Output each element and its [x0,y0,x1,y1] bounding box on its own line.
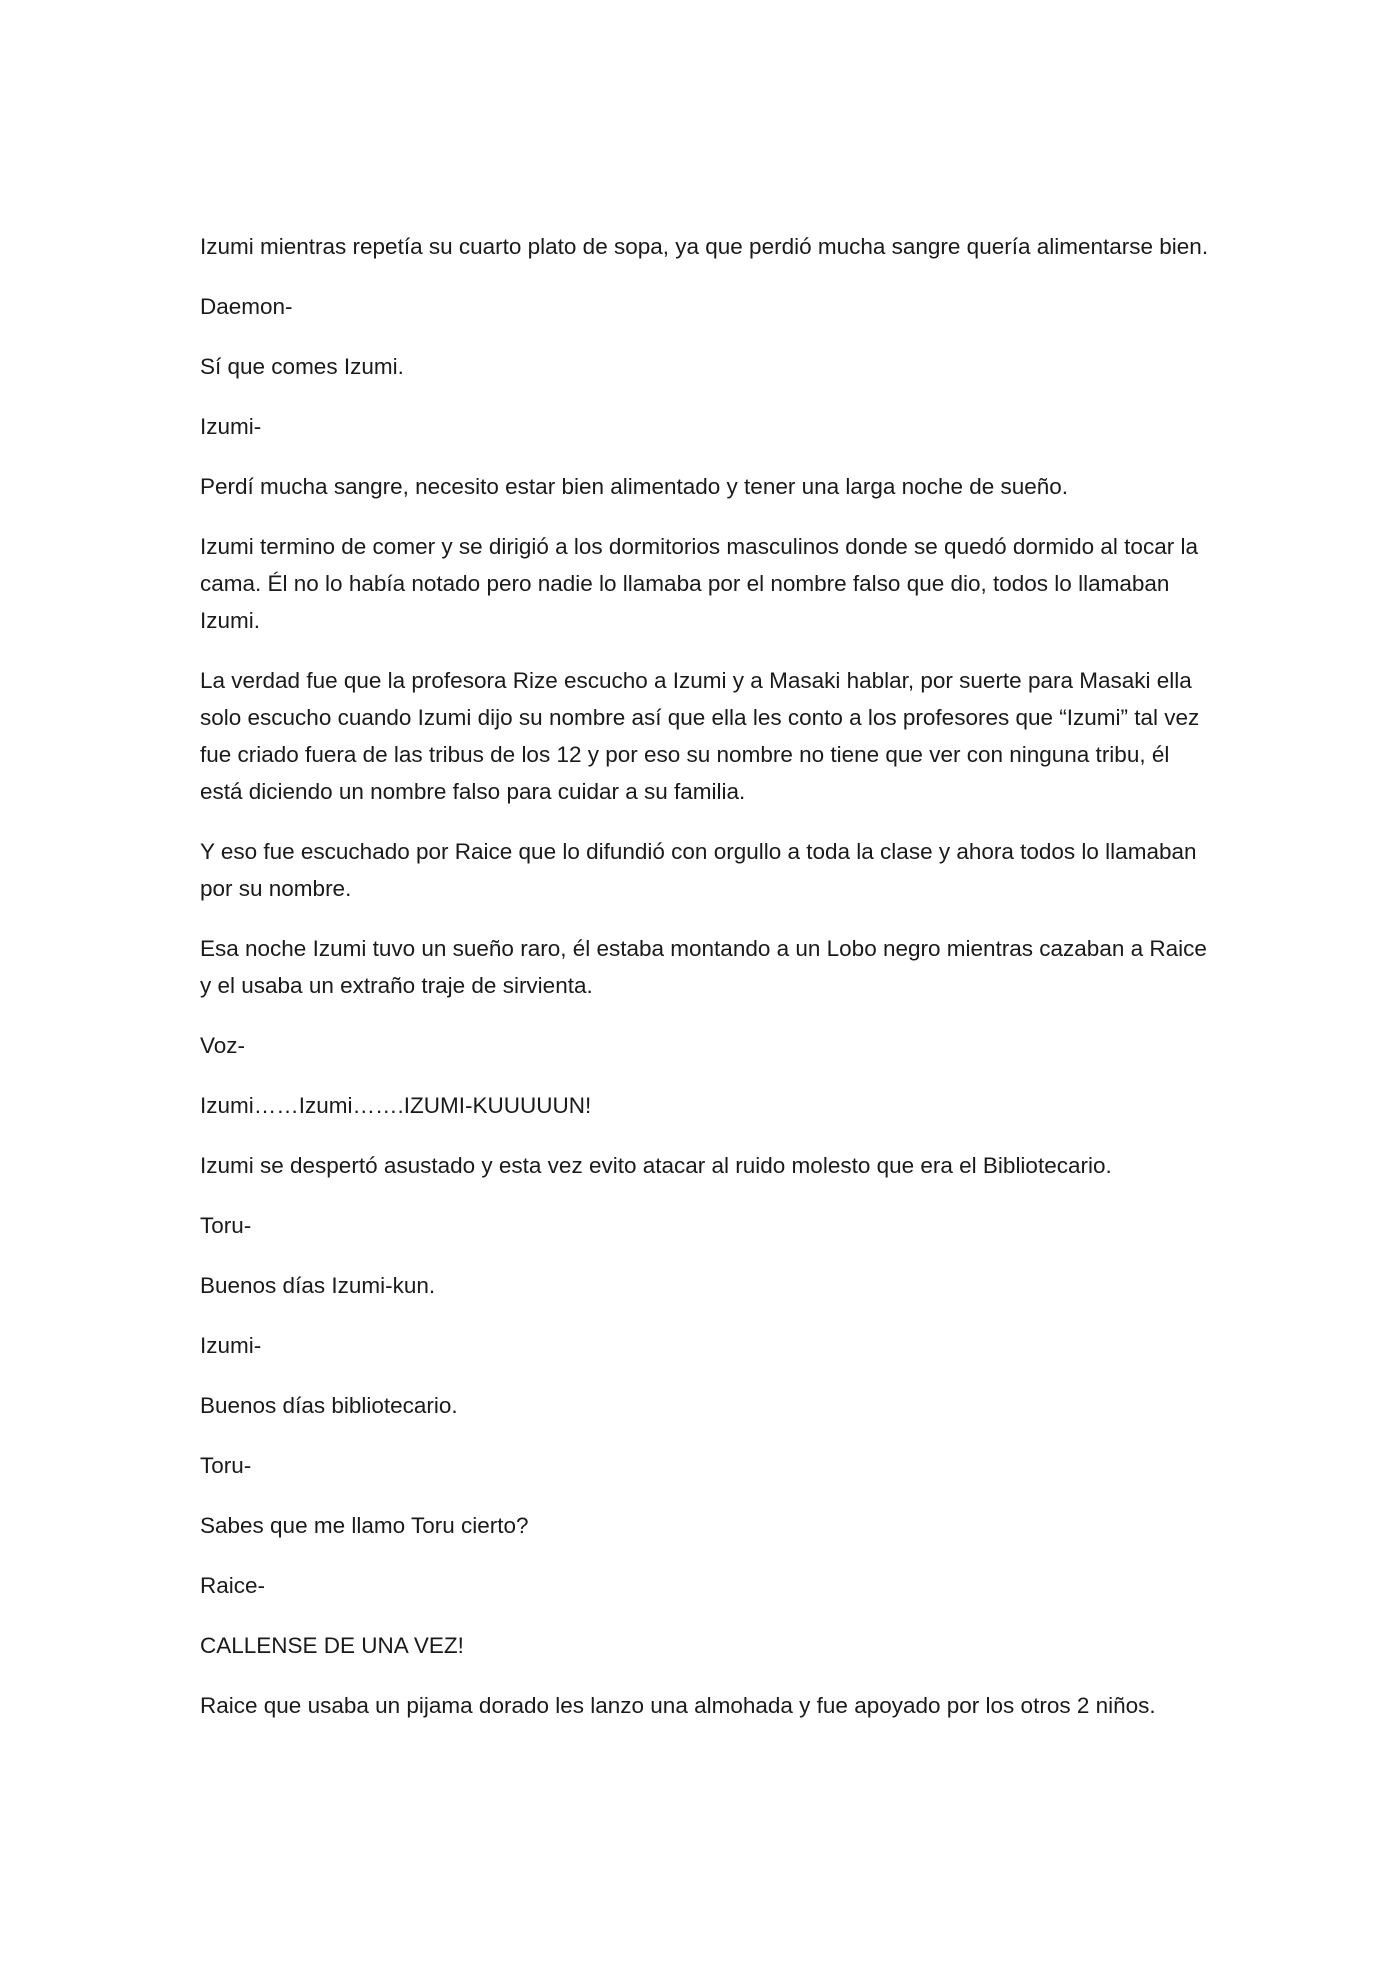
dialogue-line: Buenos días Izumi-kun. [200,1273,436,1298]
dialogue-line: Buenos días bibliotecario. [200,1393,458,1418]
dialogue-line: Sabes que me llamo Toru cierto? [200,1513,529,1538]
paragraph-narration: Y eso fue escuchado por Raice que lo difundió con orgullo a toda la clase y ahora todos lo llamaban por su nombre. [200,839,1197,901]
speaker-label: Izumi- [200,414,262,439]
paragraph-narration: Esa noche Izumi tuvo un sueño raro, él estaba montando a un Lobo negro mientras cazaban a Raice y el usaba un extraño traje de sirvienta. [200,936,1207,998]
dialogue-line: Sí que comes Izumi. [200,354,404,379]
dialogue-line: Perdí mucha sangre, necesito estar bien alimentado y tener una larga noche de sueño. [200,474,1069,499]
paragraph-narration: Izumi termino de comer y se dirigió a los dormitorios masculinos donde se quedó dormido al tocar la cama. Él no lo había notado pero nadie lo llamaba por el nombre falso que dio, todos lo llamaban Izumi. [200,534,1198,633]
speaker-label: Raice- [200,1573,266,1598]
paragraph-narration: Izumi mientras repetía su cuarto plato de sopa, ya que perdió mucha sangre quería alimentarse bien. [200,234,1209,259]
dialogue-line: Izumi……Izumi…….IZUMI-KUUUUUN! [200,1093,592,1118]
dialogue-line: CALLENSE DE UNA VEZ! [200,1633,464,1658]
paragraph-narration: La verdad fue que la profesora Rize escucho a Izumi y a Masaki hablar, por suerte para Masaki ella solo escucho cuando Izumi dijo su nombre así que ella les conto a los profesores que “Izumi” tal vez fue criado fuera de las tribus de los 12 y por eso su nombre no tiene que ver con ninguna tribu, él está diciendo un nombre falso para cuidar a su familia. [200,668,1200,804]
speaker-label: Toru- [200,1453,252,1478]
paragraph-narration: Raice que usaba un pijama dorado les lanzo una almohada y fue apoyado por los otros 2 niños. [200,1693,1156,1718]
speaker-label: Izumi- [200,1333,262,1358]
paragraph-narration: Izumi se despertó asustado y esta vez evito atacar al ruido molesto que era el Bibliotecario. [200,1153,1112,1178]
document-body [200,228,1210,1724]
speaker-label: Voz- [200,1033,246,1058]
speaker-label: Daemon- [200,294,293,319]
speaker-label: Toru- [200,1213,252,1238]
